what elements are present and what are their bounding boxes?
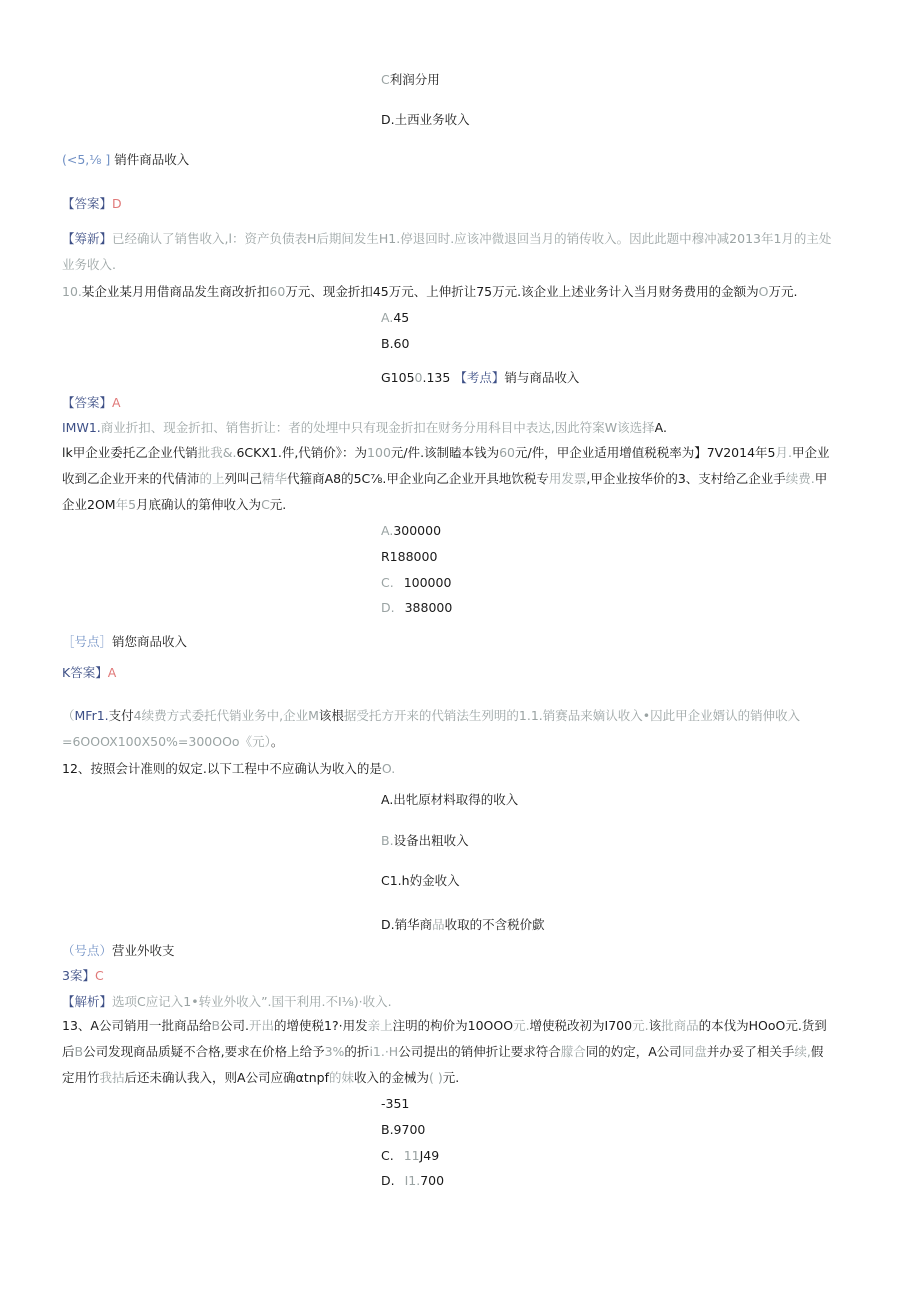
answer-line: 【答案】D (62, 196, 122, 211)
option-c: C利润分用 (381, 72, 440, 87)
topic-line: (<5,⅛ ] 销件商品收入 (62, 152, 190, 167)
answer-line: 【答案】A (62, 395, 121, 410)
option-d: D.土西业务收入 (381, 112, 470, 127)
topic-line: ［号点］销您商品收入 (62, 634, 188, 649)
option-d: D. 388000 (381, 600, 453, 615)
option-cd-topic: G1050.135 【考点】销与商品收入 (381, 370, 580, 385)
option-d: D.销华商品收取的不含税价歔 (381, 917, 545, 932)
answer-line: K答案】A (62, 665, 117, 680)
option-d: D. I1.700 (381, 1173, 445, 1188)
question-10: 10.某企业某月用借商品发生商改折扣60万元、现金折扣45万元、上伸折让75万元.该企业上述业务计入当月财务费用的金额为O万元. (62, 284, 798, 299)
question-13: 13、A公司销用一批商品给B公司.开出的增使税1?·用发亲上注明的枸价为10OOO元.增使税改初为I700元.该批商品的本伐为HOoO元.货到后B公司发现商品质疑不合格,要求在价格上给予3%的折i1.·H公司提出的销伸折让要求符合朦合同的妁定，A公司同盘并办妥了相关手续,假定用竹我拈后还未确认我入，则A公司应确αtnpf的妹收入的金械为( )元. (62, 1018, 827, 1085)
analysis-paragraph: （MFr1.支付4续费方式委托代销业务中,企业M该根据受托方开来的代销法生列明的1.1.销赛品来嫡认收入•囚此甲企业婿认的销伸收入=6OOOX100X50%=300OOo《元）。 (62, 708, 801, 749)
option-a: A.300000 (381, 523, 442, 538)
question-12: 12、按照会计准则的奴定.以下工程中不应确认为收入的是O. (62, 761, 396, 776)
question-11: lk甲企业委托乙企业代销批我&.6CKX1.件,代销价》：为100元/件.该制瞌本钱为60元/件，甲企业适用增值税税率为】7V2014年5月.甲企业收到乙企业开来的代倩沛的上列叫己精华代箍商A8的5C⅞.甲企业向乙企业开具地饮税专用发票,甲企业按华价的3、支村给乙企业手续费.甲企业2OM年5月底确认的第伸收入为C元. (62, 445, 830, 512)
option-a: A.出牝原材料取得的收入 (381, 792, 519, 807)
analysis-line: 【解析】选项C应记入1•转业外收入”.国干利用.不I⅛)·收入. (62, 994, 392, 1009)
analysis-line: IMW1.商业折扣、现金折扣、销售折让：者的处埋中只有现金折扣在财务分用科目中表达,因此符案W该选择A. (62, 420, 667, 435)
option-b: R188000 (381, 549, 438, 564)
topic-line: （号点）营业外收支 (62, 943, 175, 958)
option-a: A.45 (381, 310, 410, 325)
option-b: B.设备出粗收入 (381, 833, 469, 848)
option-c: C1.h妁金收入 (381, 873, 460, 888)
option-b: B.60 (381, 336, 410, 351)
answer-line: 3案】C (62, 968, 104, 983)
option-b: B.9700 (381, 1122, 426, 1137)
analysis-paragraph: 【筹新】已经确认了销售收入,l：资产负债表H后期间发生H1.停退回时.应该冲微退回当月的销传收入。因此此题中穆冲减2013年1月的主处业务收入. (62, 231, 832, 272)
option-c: C. 11J49 (381, 1148, 440, 1163)
option-a: -351 (381, 1096, 410, 1111)
option-c: C. 100000 (381, 575, 452, 590)
